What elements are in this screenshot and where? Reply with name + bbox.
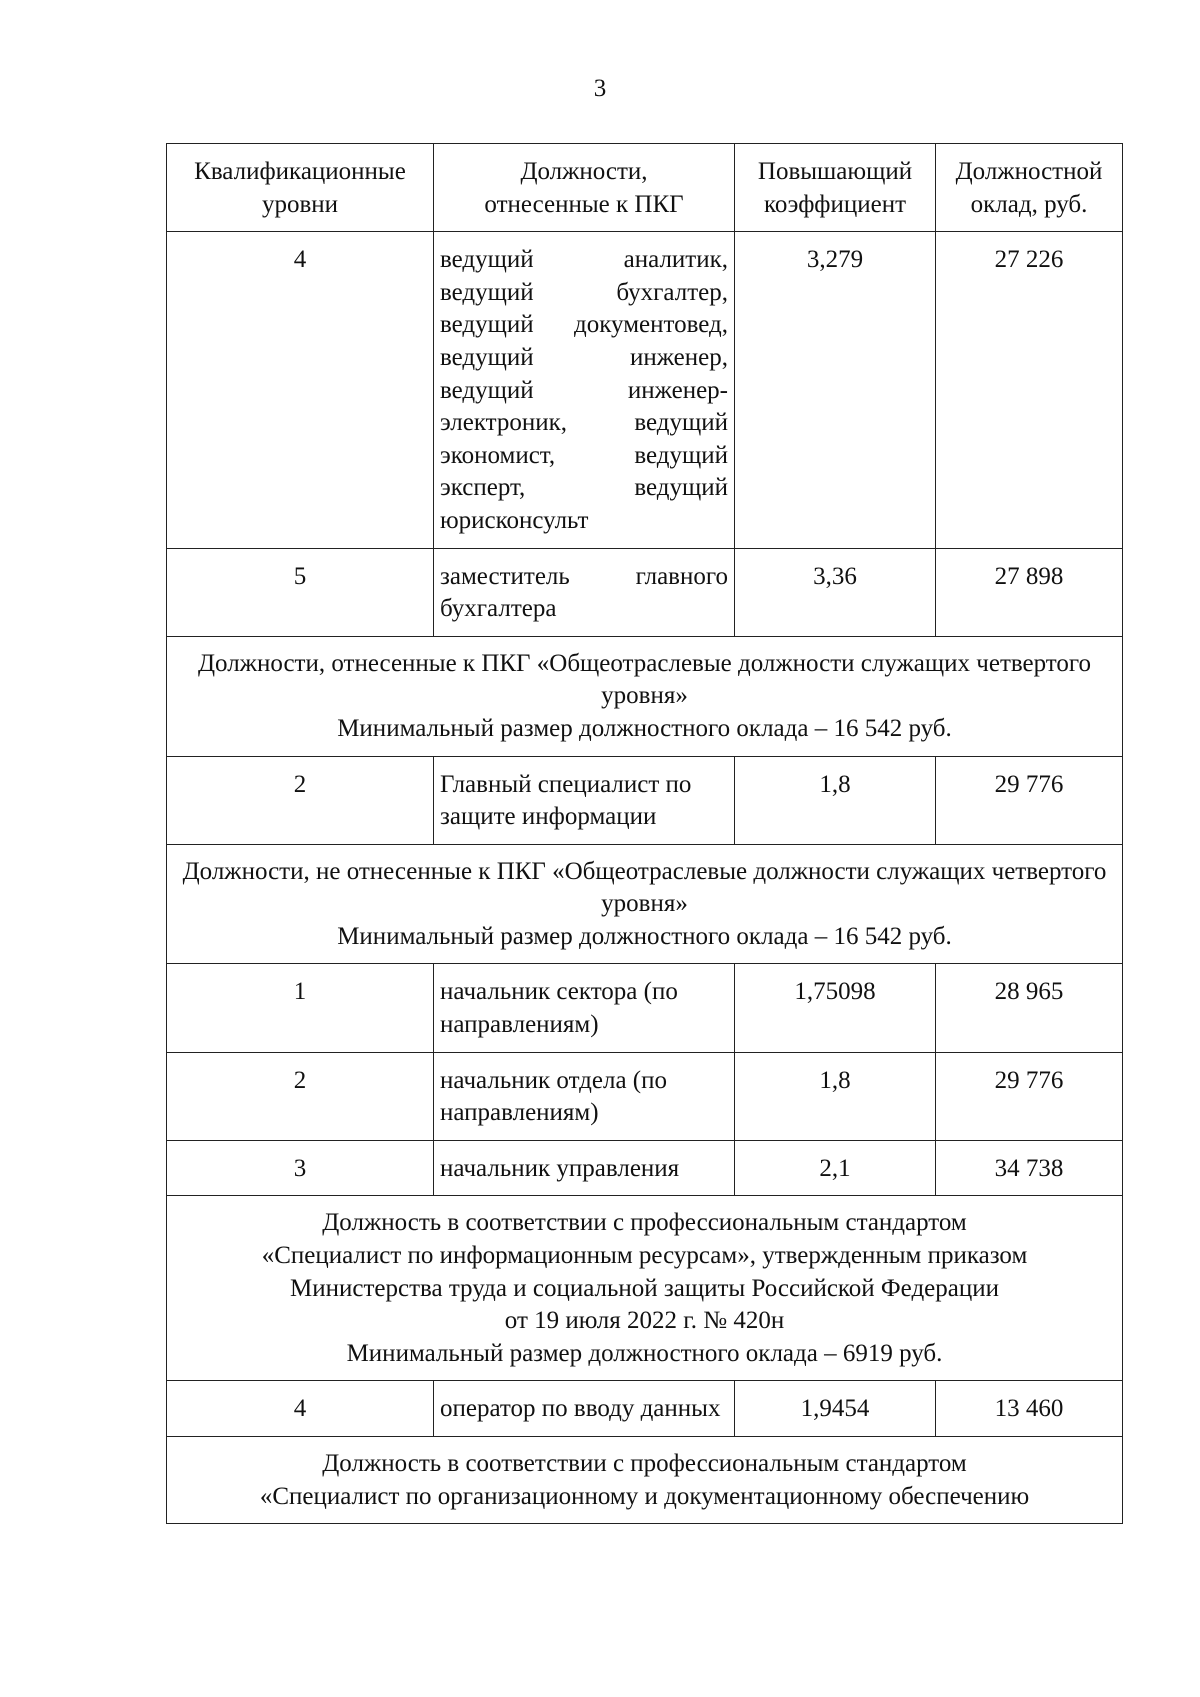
level-cell: 5: [167, 548, 434, 636]
header-positions: Должности, отнесенные к ПКГ: [434, 144, 735, 232]
position-cell: начальник отдела (по направлениям): [434, 1052, 735, 1140]
salary-cell: 28 965: [936, 964, 1123, 1052]
level-cell: 4: [167, 232, 434, 548]
section-header-row: [167, 636, 1123, 756]
coefficient-cell: 1,8: [735, 1052, 936, 1140]
salary-table: [166, 143, 1123, 1524]
table-row: [167, 1140, 1123, 1196]
section-header-cell: [167, 1196, 1123, 1381]
salary-cell: 27 226: [936, 232, 1123, 548]
section-min-salary: Минимальный размер должностного оклада – 16 542 руб.: [337, 714, 952, 742]
table-header-row: [167, 144, 1123, 232]
position-cell: ведущий аналитик, ведущий бухгалтер, ведущий документовед, ведущий инженер, ведущий инженер-электроник, ведущий экономист, ведущий эксперт, ведущий юрисконсульт: [434, 232, 735, 548]
section-header-row: [167, 1437, 1123, 1524]
page-number: 3: [593, 75, 607, 102]
section-min-salary: Минимальный размер должностного оклада – 6919 руб.: [346, 1339, 943, 1367]
section-line: «Специалист по информационным ресурсам», утвержденным приказом: [261, 1242, 1028, 1270]
section-line: «Специалист по организационному и документационному обеспечению: [259, 1482, 1030, 1510]
position-cell: оператор по вводу данных: [434, 1381, 735, 1437]
coefficient-cell: 1,8: [735, 756, 936, 844]
level-cell: 2: [167, 756, 434, 844]
level-cell: 2: [167, 1052, 434, 1140]
header-coefficient: Повышающий коэффициент: [735, 144, 936, 232]
coefficient-cell: 2,1: [735, 1140, 936, 1196]
coefficient-cell: 3,36: [735, 548, 936, 636]
table-row: [167, 1381, 1123, 1437]
section-header-cell: [167, 844, 1123, 964]
section-line: Министерства труда и социальной защиты Российской Федерации: [290, 1274, 999, 1302]
table-row: [167, 964, 1123, 1052]
level-cell: 1: [167, 964, 434, 1052]
coefficient-cell: 3,279: [735, 232, 936, 548]
salary-cell: 13 460: [936, 1381, 1123, 1437]
position-cell: заместитель главного бухгалтера: [434, 548, 735, 636]
section-line: Должность в соответствии с профессиональным стандартом: [322, 1209, 967, 1237]
position-cell: начальник управления: [434, 1140, 735, 1196]
section-min-salary: Минимальный размер должностного оклада – 16 542 руб.: [337, 922, 952, 950]
coefficient-cell: 1,9454: [735, 1381, 936, 1437]
salary-cell: 34 738: [936, 1140, 1123, 1196]
header-salary: Должностной оклад, руб.: [936, 144, 1123, 232]
table-row: [167, 1052, 1123, 1140]
section-title: Должности, не отнесенные к ПКГ «Общеотраслевые должности служащих четвертого уровня»: [182, 857, 1107, 918]
salary-cell: 27 898: [936, 548, 1123, 636]
position-cell: Главный специалист по защите информации: [434, 756, 735, 844]
level-cell: 3: [167, 1140, 434, 1196]
position-cell: начальник сектора (по направлениям): [434, 964, 735, 1052]
table-row: [167, 232, 1123, 548]
section-header-row: [167, 1196, 1123, 1381]
coefficient-cell: 1,75098: [735, 964, 936, 1052]
table-row: [167, 756, 1123, 844]
section-header-row: [167, 844, 1123, 964]
section-line: Должность в соответствии с профессиональным стандартом: [322, 1450, 967, 1477]
level-cell: 4: [167, 1381, 434, 1437]
header-qualification-levels: Квалификационные уровни: [167, 144, 434, 232]
section-title: Должности, отнесенные к ПКГ «Общеотраслевые должности служащих четвертого уровня»: [197, 649, 1092, 710]
table-row: [167, 548, 1123, 636]
salary-cell: 29 776: [936, 756, 1123, 844]
section-header-cell: [167, 1437, 1123, 1524]
section-header-cell: [167, 636, 1123, 756]
section-line: от 19 июля 2022 г. № 420н: [504, 1307, 785, 1335]
salary-cell: 29 776: [936, 1052, 1123, 1140]
